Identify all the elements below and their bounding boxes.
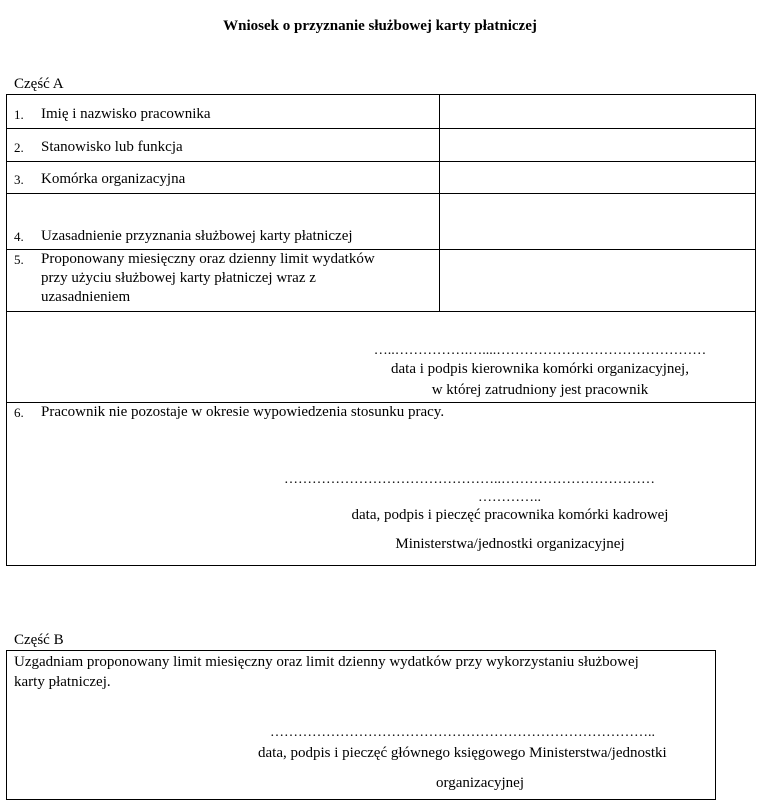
document-title: Wniosek o przyznanie służbowej karty płatniczej [223,18,537,34]
row-label-unit: Komórka organizacyjna [41,171,186,187]
field-justification-value[interactable] [440,194,755,249]
row-label-limit-line1: Proponowany miesięczny oraz dzienny limit wydatków [41,251,375,267]
hr-signature-line1: data, podpis i pieczęć pracownika komórki kadrowej [351,507,669,523]
manager-signature-dots: …..…………….…....……………………………………… [373,343,707,358]
row-label-limit-line3: uzasadnieniem [41,289,131,305]
row-number: 5. [14,252,24,267]
row-label-name: Imię i nazwisko pracownika [41,106,211,122]
row-label-position: Stanowisko lub funkcja [41,139,183,155]
accountant-signature-line1: data, podpis i pieczęć głównego księgowego Ministerstwa/jednostki [258,745,667,761]
item6-label: Pracownik nie pozostaje w okresie wypowiedzenia stosunku pracy. [41,404,445,420]
manager-signature-line2: w której zatrudniony jest pracownik [431,382,649,398]
part-b-label: Część B [14,632,64,648]
hr-signature-dots-cont: ………….. [478,490,541,505]
field-unit-value[interactable] [440,162,755,193]
row-number: 1. [14,107,24,122]
row-number: 6. [14,405,24,420]
part-a-label: Część A [14,76,64,92]
field-limit-value[interactable] [440,250,755,311]
field-position-value[interactable] [440,129,755,161]
accountant-signature-dots: ……………………………………………………………………….. [270,725,655,740]
row-label-justification: Uzasadnienie przyznania służbowej karty płatniczej [41,228,353,244]
manager-signature-line1: data i podpis kierownika komórki organizacyjnej, [391,361,689,377]
row-number: 2. [14,140,24,155]
part-b-text-line2: karty płatniczej. [14,674,111,690]
part-b-text-line1: Uzgadniam proponowany limit miesięczny oraz limit dzienny wydatków przy wykorzystaniu służbowej [14,654,639,670]
accountant-signature-line2: organizacyjnej [435,775,524,791]
hr-signature-line2: Ministerstwa/jednostki organizacyjnej [395,536,625,552]
row-divider [6,311,756,312]
row-number: 3. [14,172,24,187]
row-number: 4. [14,229,24,244]
hr-signature-dots: ………………………………………..…………………………… [284,472,655,487]
field-name-value[interactable] [440,95,755,128]
row-label-limit-line2: przy użyciu służbowej karty płatniczej wraz z [41,270,316,286]
